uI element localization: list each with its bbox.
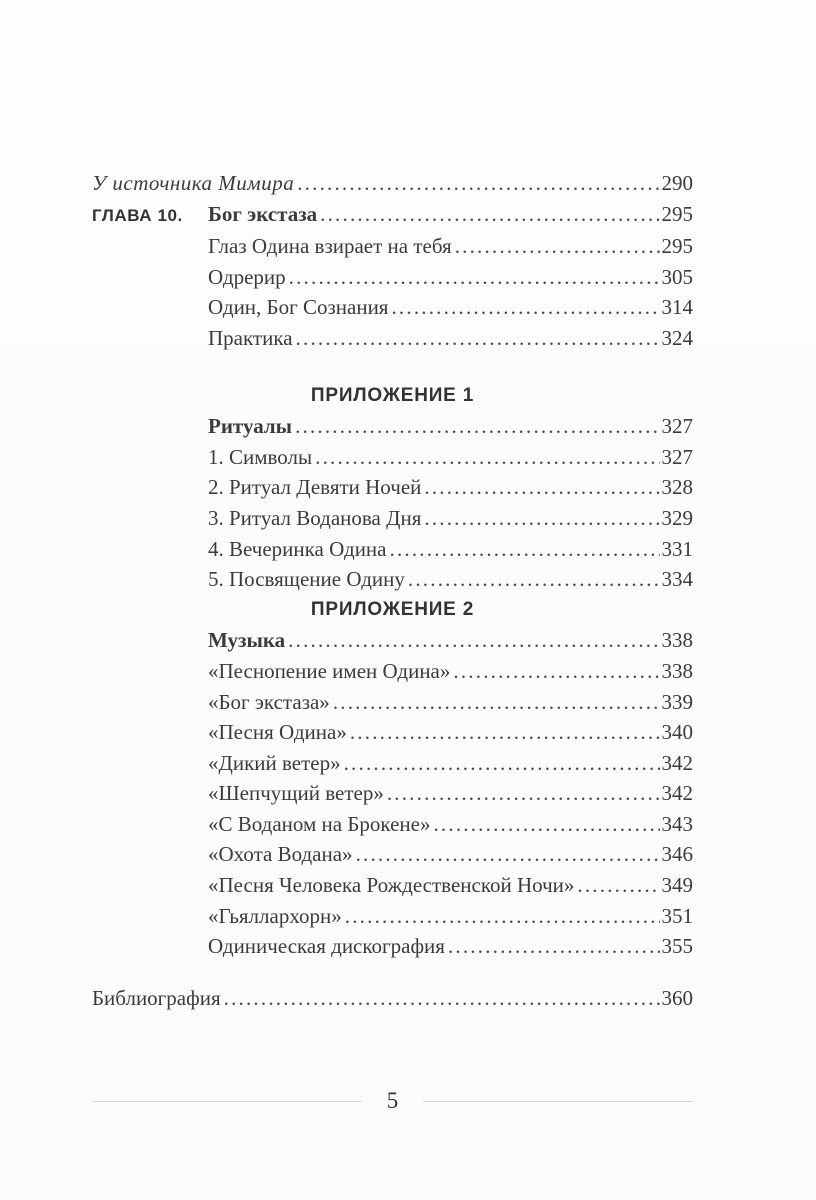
dot-leader [577, 870, 659, 901]
footer-rule-left [92, 1101, 362, 1102]
dot-leader [424, 472, 659, 503]
toc-entry-title: 5. Посвящение Одину [208, 567, 405, 592]
toc-entry-title: «Песня Одина» [208, 720, 347, 745]
toc-entry-page: 305 [661, 264, 693, 289]
toc-entry [208, 262, 693, 293]
toc-entry-page: 340 [661, 720, 693, 745]
toc-entry-title: «Песнопение имен Одина» [208, 658, 451, 683]
toc-entry-page: 331 [661, 536, 693, 561]
dot-leader [408, 564, 660, 595]
dot-leader [320, 199, 659, 230]
toc-entry [208, 809, 693, 840]
dot-leader [295, 411, 659, 442]
toc-entry-title: Одрерир [208, 264, 286, 289]
toc-entry [208, 717, 693, 748]
dot-leader [448, 931, 660, 962]
appendix-1-header: ПРИЛОЖЕНИЕ 1 [310, 384, 475, 406]
dot-leader [390, 534, 660, 565]
toc-entry [208, 901, 693, 932]
footer-rule-right [423, 1101, 693, 1102]
toc-entry [208, 472, 693, 503]
toc-entry-title: Библиография [92, 985, 221, 1010]
toc-entry-page: 351 [661, 903, 693, 928]
toc-entry-title: «Шепчущий ветер» [208, 781, 384, 806]
toc-entry-page: 360 [661, 985, 693, 1010]
dot-leader [455, 231, 660, 262]
toc-entry-title: «Гьяллархорн» [208, 903, 342, 928]
toc-entry [208, 564, 693, 595]
toc-entry-page: 339 [661, 689, 693, 714]
toc-entry [208, 503, 693, 534]
dot-leader [296, 323, 660, 354]
dot-leader [224, 983, 660, 1014]
toc-entry-page: 355 [661, 934, 693, 959]
toc-entry [208, 778, 693, 809]
page-footer [92, 1088, 693, 1114]
dot-leader [391, 292, 659, 323]
dot-leader [453, 656, 659, 687]
dot-leader [315, 442, 659, 473]
dot-leader [333, 687, 660, 718]
toc-entry-title: Музыка [208, 628, 286, 653]
dot-leader [356, 839, 660, 870]
toc-chapter-entry [92, 199, 693, 232]
toc-entry-title: 2. Ритуал Девяти Ночей [208, 475, 422, 500]
toc-entry [92, 168, 693, 199]
dot-leader [345, 901, 660, 932]
toc-entry-page: 328 [661, 475, 693, 500]
toc-entry [208, 625, 693, 656]
toc-entry-page: 327 [661, 444, 693, 469]
toc-entry-title: «Песня Человека Рождественской Ночи» [208, 873, 575, 898]
toc-entry-page: 342 [661, 750, 693, 775]
toc-entry [208, 323, 693, 354]
toc-entry-title: Бог экстаза [208, 201, 318, 226]
toc-entry-page: 334 [661, 567, 693, 592]
dot-leader [424, 503, 659, 534]
toc-entry-page: 342 [661, 781, 693, 806]
dot-leader [289, 262, 660, 293]
dot-leader [387, 778, 660, 809]
toc-entry-page: 349 [661, 873, 693, 898]
toc-entry-title: Одиническая дискография [208, 934, 445, 959]
toc-entry-page: 327 [661, 414, 693, 439]
dot-leader [350, 717, 660, 748]
toc-entry-title: 1. Символы [208, 444, 313, 469]
toc-entry-page: 346 [661, 842, 693, 867]
toc-entry-page: 343 [661, 811, 693, 836]
toc-entry-title: «Охота Водана» [208, 842, 353, 867]
toc-entry-page: 338 [661, 628, 693, 653]
toc-entry [208, 656, 693, 687]
chapter-label: ГЛАВА 10. [92, 205, 183, 225]
toc-entry [208, 534, 693, 565]
toc-entry-title: Глаз Одина взирает на тебя [208, 234, 452, 259]
toc-entry-title: Ритуалы [208, 414, 293, 439]
dot-leader [288, 625, 659, 656]
toc-entry-title: «С Воданом на Брокене» [208, 811, 431, 836]
toc-entry [208, 839, 693, 870]
toc-entry-page: 324 [661, 325, 693, 350]
toc-entry [208, 687, 693, 718]
toc-entry-title: «Бог экстаза» [208, 689, 330, 714]
toc-entry [208, 870, 693, 901]
dot-leader [433, 809, 659, 840]
page-number: 5 [386, 1088, 399, 1113]
toc-entry [208, 442, 693, 473]
toc-entry-page: 295 [661, 201, 693, 226]
toc-entry [208, 411, 693, 442]
toc-entry-title: 4. Вечеринка Одина [208, 536, 387, 561]
toc-entry-page: 329 [661, 505, 693, 530]
toc-entry-title: «Дикий ветер» [208, 750, 341, 775]
table-of-contents [92, 168, 693, 1013]
dot-leader [297, 168, 659, 199]
appendix-2-header: ПРИЛОЖЕНИЕ 2 [310, 598, 475, 620]
toc-entry [208, 292, 693, 323]
toc-entry-page: 290 [661, 171, 693, 195]
toc-entry-page: 314 [661, 295, 693, 320]
dot-leader [344, 748, 660, 779]
toc-entry-title: Практика [208, 325, 293, 350]
toc-entry-title: У источника Мимира [92, 171, 295, 195]
toc-entry [208, 748, 693, 779]
toc-entry [208, 231, 693, 262]
toc-entry-page: 338 [661, 658, 693, 683]
toc-entry-bibliography [92, 983, 693, 1014]
toc-entry-title: 3. Ритуал Воданова Дня [208, 505, 422, 530]
toc-entry-page: 295 [661, 234, 693, 259]
toc-entry-title: Один, Бог Сознания [208, 295, 389, 320]
toc-entry [208, 931, 693, 962]
